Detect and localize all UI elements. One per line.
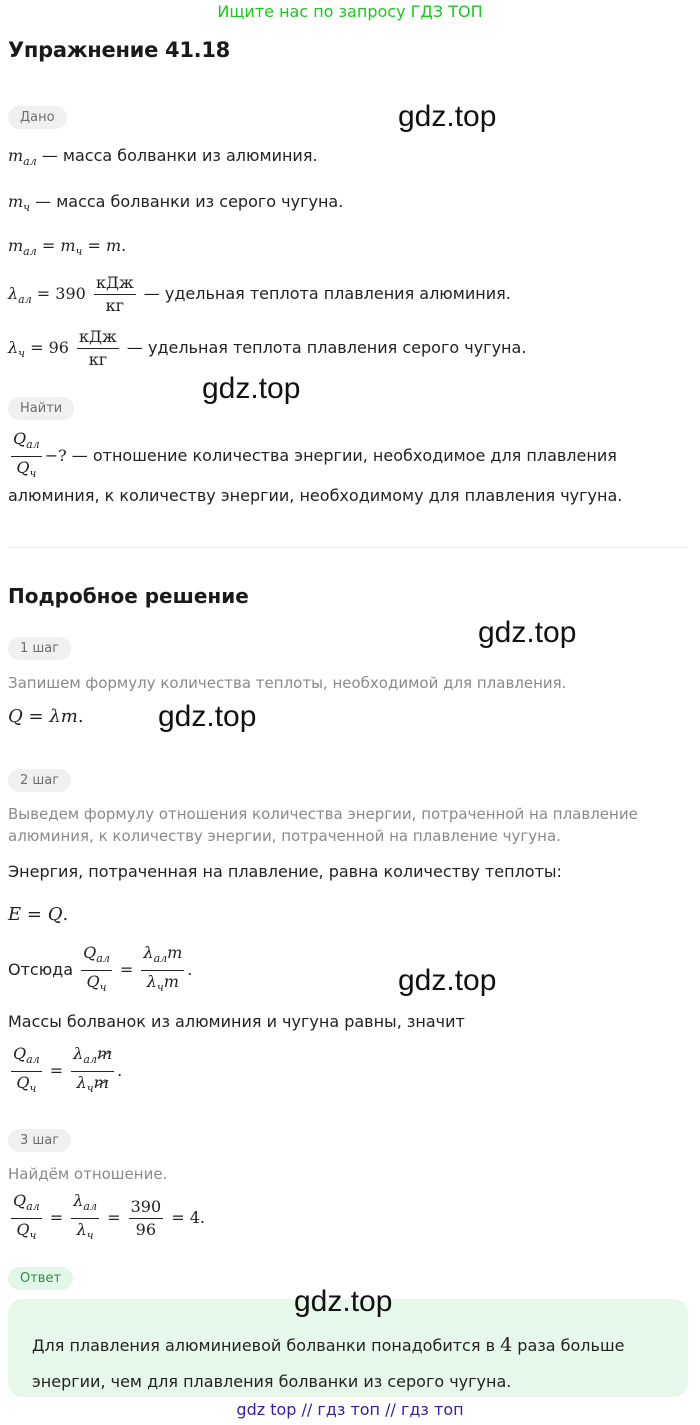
step2-energy-text: Энергия, потраченная на плавление, равна количеству теплоты: — [8, 862, 562, 881]
solution-heading: Подробное решение — [8, 584, 249, 608]
search-banner[interactable]: Ищите нас по запросу ГДЗ ТОП — [217, 2, 483, 21]
find-desc-line2: алюминия, к количеству энергии, необходимому для плавления чугуна. — [8, 486, 623, 505]
step2-badge: 2 шаг — [8, 769, 71, 792]
find-badge — [8, 397, 74, 420]
given-lambda-ch: $\lambda_ч = 96$ $\frac{\text{кДж}}{кг}$ — удельная теплота плавления серого чугуна. — [8, 327, 527, 369]
find-ratio: $\frac{Q_{ал}}{Q_ч}$ −? — отношение количества энергии, необходимое для плавления — [13, 429, 617, 481]
answer-line2: энергии, чем для плавления болванки из серого чугуна. — [32, 1372, 512, 1391]
watermark: gdz.top — [294, 1285, 393, 1318]
given-label: Дано — [8, 106, 67, 129]
step1-badge: 1 шаг — [8, 637, 71, 660]
answer-badge: Ответ — [8, 1267, 73, 1290]
given-badge — [8, 106, 67, 129]
page-title: Упражнение 41.18 — [8, 38, 230, 62]
footer-links[interactable]: gdz top // гдз топ // гдз топ — [236, 1400, 464, 1419]
step3-formula: $\frac{Q_{ал}}{Q_ч}$ = $\frac{\lambda_{ал}}{\lambda_ч}$ = $\frac{390}{96}$ = 4. — [13, 1191, 205, 1243]
given-m-ch: $m_ч$ — масса болванки из серого чугуна. — [8, 192, 344, 215]
step2-energy-formula: E = Q. — [8, 904, 69, 925]
watermark: gdz.top — [398, 100, 497, 133]
given-lambda-al: $\lambda_{ал} = 390$ $\frac{\text{кДж}}{кг}$ — удельная теплота плавления алюминия. — [8, 273, 511, 315]
given-mass-equality: $m_{ал} = m_ч = m$. — [8, 236, 127, 259]
watermark: gdz.top — [398, 964, 497, 997]
step3-badge: 3 шаг — [8, 1129, 71, 1152]
step2-text-line1: Выведем формулу отношения количества энергии, потраченной на плавление — [8, 805, 638, 823]
step1-text: Запишем формулу количества теплоты, необходимой для плавления. — [8, 674, 567, 692]
step1-formula: Q = λm. — [8, 706, 84, 727]
answer-line1: Для плавления алюминиевой болванки понадобится в 4 раза больше — [32, 1334, 625, 1356]
watermark: gdz.top — [202, 372, 301, 405]
watermark: gdz.top — [478, 616, 577, 649]
section-divider — [8, 547, 688, 548]
step2-text-line2: алюминия, к количеству энергии, потраченной на плавление чугуна. — [8, 827, 561, 845]
step3-text: Найдём отношение. — [8, 1165, 168, 1183]
step2-ratio-formula: Отсюда $\frac{Q_{ал}}{Q_ч}$ = $\frac{\lambda_{ал}m}{\lambda_чm}$ . — [8, 943, 193, 995]
step2-cancel-formula: $\frac{Q_{ал}}{Q_ч}$ = $\frac{\lambda_{ал}m}{\lambda_чm}$ . — [13, 1044, 123, 1096]
given-m-al: $m_{ал}$ — масса болванки из алюминия. — [8, 146, 318, 169]
step2-masses-text: Массы болванок из алюминия и чугуна равны, значит — [8, 1012, 465, 1031]
find-label: Найти — [8, 397, 74, 420]
watermark: gdz.top — [158, 700, 257, 733]
answer-text — [32, 1327, 672, 1400]
